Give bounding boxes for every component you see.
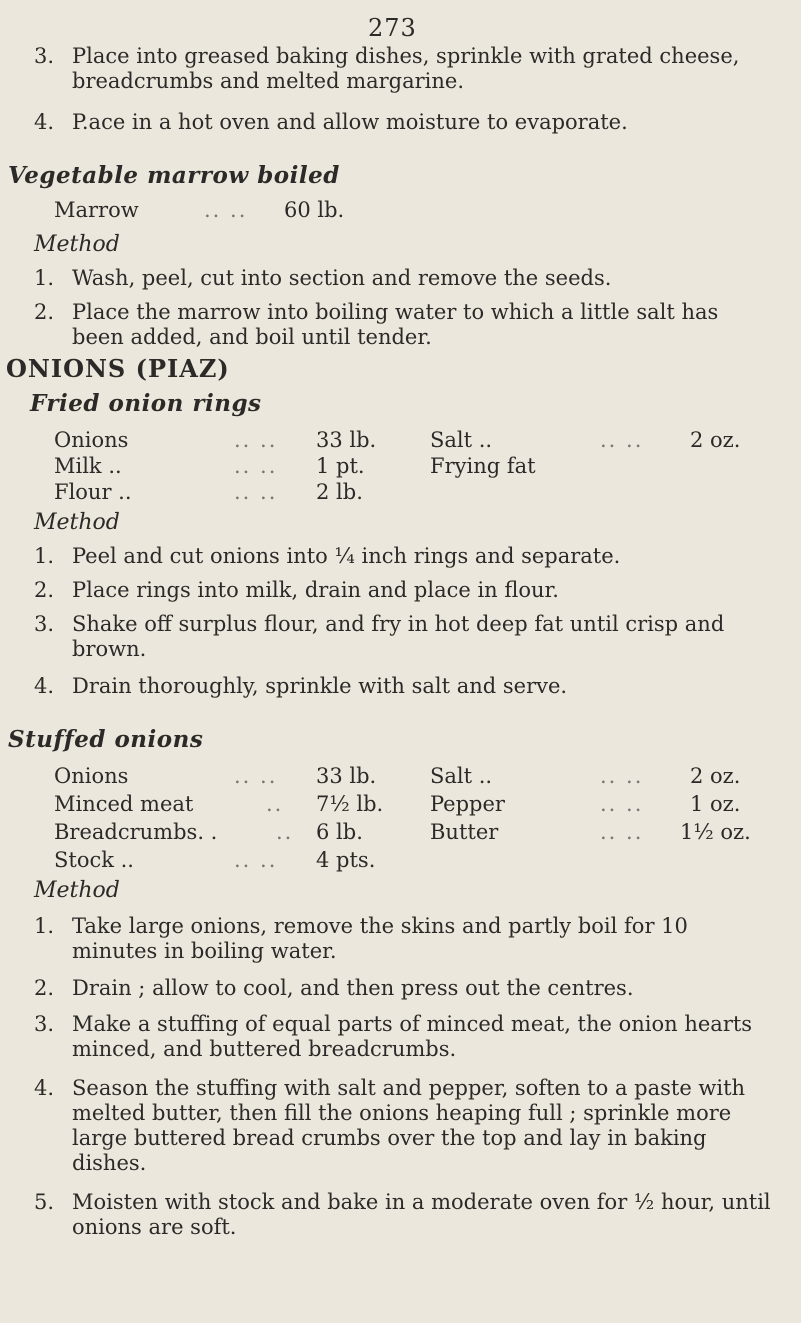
ingredient-qty: 33 lb. [316,428,377,452]
step-text: Place into greased baking dishes, sprinkle with grated cheese, breadcrumbs and melted margarine. [72,44,740,93]
method-label: Method [34,878,120,903]
step-number: 5. [34,1190,55,1214]
step-number: 1. [34,914,55,938]
leader-dots: .. .. [234,764,278,788]
step-number: 4. [34,1076,55,1100]
method-label: Method [34,510,120,535]
ingredient-name: Milk .. [54,454,122,478]
method-label: Method [34,232,120,257]
section-heading: ONIONS (PIAZ) [6,354,230,383]
leader-dots: .. .. [600,764,644,788]
step-number: 4. [34,674,55,698]
step-text: Take large onions, remove the skins and partly boil for 10 minutes in boiling water. [72,914,688,963]
step-number: 2. [34,300,55,324]
recipe-title-fried: Fried onion rings [30,390,262,417]
recipe-title-marrow: Vegetable marrow boiled [8,162,340,189]
ingredient-name: Salt .. [430,428,493,452]
ingredient-name: Butter [430,820,499,844]
ingredient-name: Onions [54,764,129,788]
ingredient-qty: 6 lb. [316,820,363,844]
ingredient-qty: 4 pts. [316,848,376,872]
step-number: 3. [34,612,55,636]
leader-dots: .. .. [600,820,644,844]
leader-dots: .. .. [234,454,278,478]
ingredient-name: Marrow [54,198,139,222]
step-text: Wash, peel, cut into section and remove the seeds. [72,266,612,290]
ingredient-qty: 1 oz. [690,792,741,816]
page-number: 273 [368,14,417,42]
ingredient-name: Flour .. [54,480,132,504]
step-text: Shake off surplus flour, and fry in hot deep fat until crisp and brown. [72,612,725,661]
leader-dots: .. .. [234,848,278,872]
ingredient-name: Frying fat [430,454,536,478]
ingredient-qty: 2 lb. [316,480,363,504]
ingredient-name: Onions [54,428,129,452]
step-number: 2. [34,976,55,1000]
step-text: P.ace in a hot oven and allow moisture to evaporate. [72,110,628,134]
ingredient-qty: 2 oz. [690,764,741,788]
step-number: 3. [34,1012,55,1036]
ingredient-name: Breadcrumbs. . [54,820,218,844]
step-number: 2. [34,578,55,602]
step-text: Moisten with stock and bake in a moderate oven for ½ hour, until onions are soft. [72,1190,771,1239]
ingredient-qty: 60 lb. [284,198,345,222]
step-text: Drain ; allow to cool, and then press out the centres. [72,976,634,1000]
step-number: 3. [34,44,55,68]
ingredient-qty: 2 oz. [690,428,741,452]
step-text: Place rings into milk, drain and place in flour. [72,578,559,602]
leader-dots: .. .. [600,428,644,452]
step-number: 1. [34,266,55,290]
ingredient-qty: 33 lb. [316,764,377,788]
step-number: 4. [34,110,55,134]
leader-dots: .. [276,820,294,844]
step-text: Peel and cut onions into ¼ inch rings and separate. [72,544,621,568]
ingredient-qty: 7½ lb. [316,792,384,816]
leader-dots: .. .. [234,428,278,452]
step-number: 1. [34,544,55,568]
ingredient-name: Stock .. [54,848,134,872]
leader-dots: .. .. [234,480,278,504]
leader-dots: .. [266,792,284,816]
recipe-title-stuffed: Stuffed onions [8,726,204,753]
ingredient-name: Pepper [430,792,505,816]
step-text: Drain thoroughly, sprinkle with salt and serve. [72,674,568,698]
ingredient-name: Salt .. [430,764,493,788]
step-text: Make a stuffing of equal parts of minced meat, the onion hearts minced, and buttered breadcrumbs. [72,1012,753,1061]
ingredient-qty: 1½ oz. [680,820,751,844]
ingredient-name: Minced meat [54,792,194,816]
step-text: Season the stuffing with salt and pepper, soften to a paste with melted butter, then fill the onions heaping full ; sprinkle more large buttered bread crumbs over the top and lay in baking dishes. [72,1076,746,1175]
leader-dots: .. .. [204,198,248,222]
step-text: Place the marrow into boiling water to which a little salt has been added, and boil until tender. [72,300,719,349]
ingredient-qty: 1 pt. [316,454,365,478]
leader-dots: .. .. [600,792,644,816]
